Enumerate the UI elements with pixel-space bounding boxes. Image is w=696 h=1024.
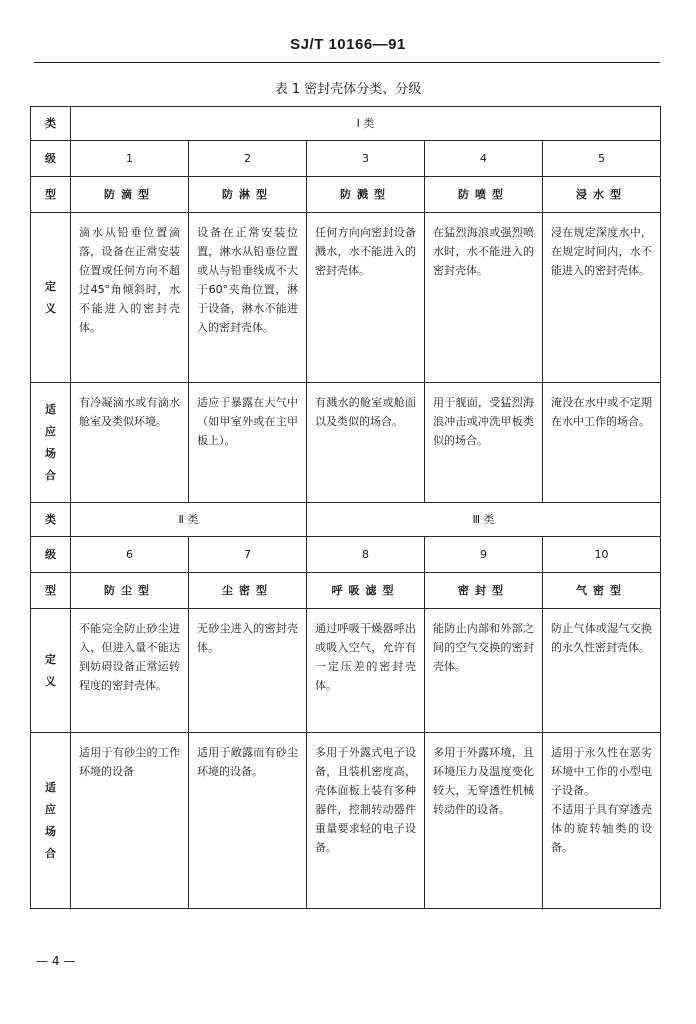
application-cell: 适用于有砂尘的工作环境的设备 bbox=[71, 733, 189, 909]
class-row bbox=[31, 503, 661, 537]
enclosure-classification-table bbox=[30, 106, 661, 909]
grade-row bbox=[31, 141, 661, 177]
application-label: 适应场合 bbox=[45, 402, 56, 482]
definition-label: 定义 bbox=[45, 279, 56, 315]
definition-cell: 防止气体或湿气交换的永久性密封壳体。 bbox=[543, 609, 661, 733]
type-cell: 防淋型 bbox=[189, 177, 307, 213]
class-value: I 类 bbox=[71, 107, 661, 141]
application-cell: 淹没在水中或不定期在水中工作的场合。 bbox=[543, 383, 661, 503]
definition-cell: 通过呼吸干燥器呼出或吸入空气，允许有一定压差的密封壳体。 bbox=[307, 609, 425, 733]
class-value: Ⅱ 类 bbox=[71, 503, 307, 537]
type-cell: 浸水型 bbox=[543, 177, 661, 213]
application-cell: 多用于外露式电子设备，且装机密度高，壳体面板上装有多种器件，控制转动器件重量要求轻的电子设备。 bbox=[307, 733, 425, 909]
grade-cell: 2 bbox=[189, 141, 307, 177]
application-row bbox=[31, 383, 661, 503]
definition-cell: 任何方向向密封设备溅水，水不能进入的密封壳体。 bbox=[307, 213, 425, 383]
type-row bbox=[31, 573, 661, 609]
type-cell: 气密型 bbox=[543, 573, 661, 609]
class-label: 类 bbox=[31, 107, 71, 141]
definition-cell: 在猛烈海浪或强烈喷水时，水不能进入的密封壳体。 bbox=[425, 213, 543, 383]
grade-cell: 3 bbox=[307, 141, 425, 177]
definition-cell: 浸在规定深度水中，在规定时间内，水不能进入的密封壳体。 bbox=[543, 213, 661, 383]
application-cell: 有溅水的舱室或舱面以及类似的场合。 bbox=[307, 383, 425, 503]
application-label: 适应场合 bbox=[45, 780, 56, 860]
document-number: SJ/T 10166—91 bbox=[290, 36, 406, 53]
type-row bbox=[31, 177, 661, 213]
grade-cell: 10 bbox=[543, 537, 661, 573]
definition-label: 定义 bbox=[45, 652, 56, 688]
application-cell: 适用于敞露而有砂尘环境的设备。 bbox=[189, 733, 307, 909]
application-cell: 适用于永久性在恶劣环境中工作的小型电子设备。 不适用于具有穿透壳体的旋转轴类的设备。 bbox=[543, 733, 661, 909]
definition-cell: 不能完全防止砂尘进入，但进入量不能达到妨碍设备正常运转程度的密封壳体。 bbox=[71, 609, 189, 733]
grade-cell: 9 bbox=[425, 537, 543, 573]
grade-cell: 4 bbox=[425, 141, 543, 177]
type-label: 型 bbox=[31, 177, 71, 213]
type-cell: 防溅型 bbox=[307, 177, 425, 213]
grade-cell: 5 bbox=[543, 141, 661, 177]
definition-cell: 能防止内部和外部之间的空气交换的密封壳体。 bbox=[425, 609, 543, 733]
header-rule bbox=[34, 62, 660, 63]
definition-cell: 无砂尘进入的密封壳体。 bbox=[189, 609, 307, 733]
type-cell: 防尘型 bbox=[71, 573, 189, 609]
grade-row bbox=[31, 537, 661, 573]
application-cell: 用于舰面，受猛烈海浪冲击或冲洗甲板类似的场合。 bbox=[425, 383, 543, 503]
definition-cell: 设备在正常安装位置，淋水从铅垂位置或从与铅垂线成不大于60°夹角位置，淋于设备，淋水不能进入的密封壳体。 bbox=[189, 213, 307, 383]
definition-row bbox=[31, 213, 661, 383]
type-cell: 防喷型 bbox=[425, 177, 543, 213]
type-label: 型 bbox=[31, 573, 71, 609]
grade-cell: 8 bbox=[307, 537, 425, 573]
grade-label: 级 bbox=[31, 537, 71, 573]
application-cell: 有冷凝滴水或有滴水舱室及类似环境。 bbox=[71, 383, 189, 503]
class-label: 类 bbox=[31, 503, 71, 537]
application-cell: 适应于暴露在大气中（如甲室外或在主甲板上）。 bbox=[189, 383, 307, 503]
table-caption: 表 1 密封壳体分类、分级 bbox=[274, 82, 422, 97]
type-cell: 呼吸滤型 bbox=[307, 573, 425, 609]
grade-cell: 1 bbox=[71, 141, 189, 177]
class-value: Ⅲ 类 bbox=[307, 503, 661, 537]
grade-label: 级 bbox=[31, 141, 71, 177]
type-cell: 尘密型 bbox=[189, 573, 307, 609]
page-number: — 4 — bbox=[36, 954, 76, 968]
class-row bbox=[31, 107, 661, 141]
type-cell: 密封型 bbox=[425, 573, 543, 609]
application-row bbox=[31, 733, 661, 909]
application-cell: 多用于外露环境，且环境压力及温度变化较大，无穿透性机械转动件的设备。 bbox=[425, 733, 543, 909]
grade-cell: 7 bbox=[189, 537, 307, 573]
definition-cell: 滴水从铅垂位置滴落，设备在正常安装位置或任何方向不超过45°角倾斜时，水不能进入的密封壳体。 bbox=[71, 213, 189, 383]
grade-cell: 6 bbox=[71, 537, 189, 573]
definition-row bbox=[31, 609, 661, 733]
type-cell: 防滴型 bbox=[71, 177, 189, 213]
